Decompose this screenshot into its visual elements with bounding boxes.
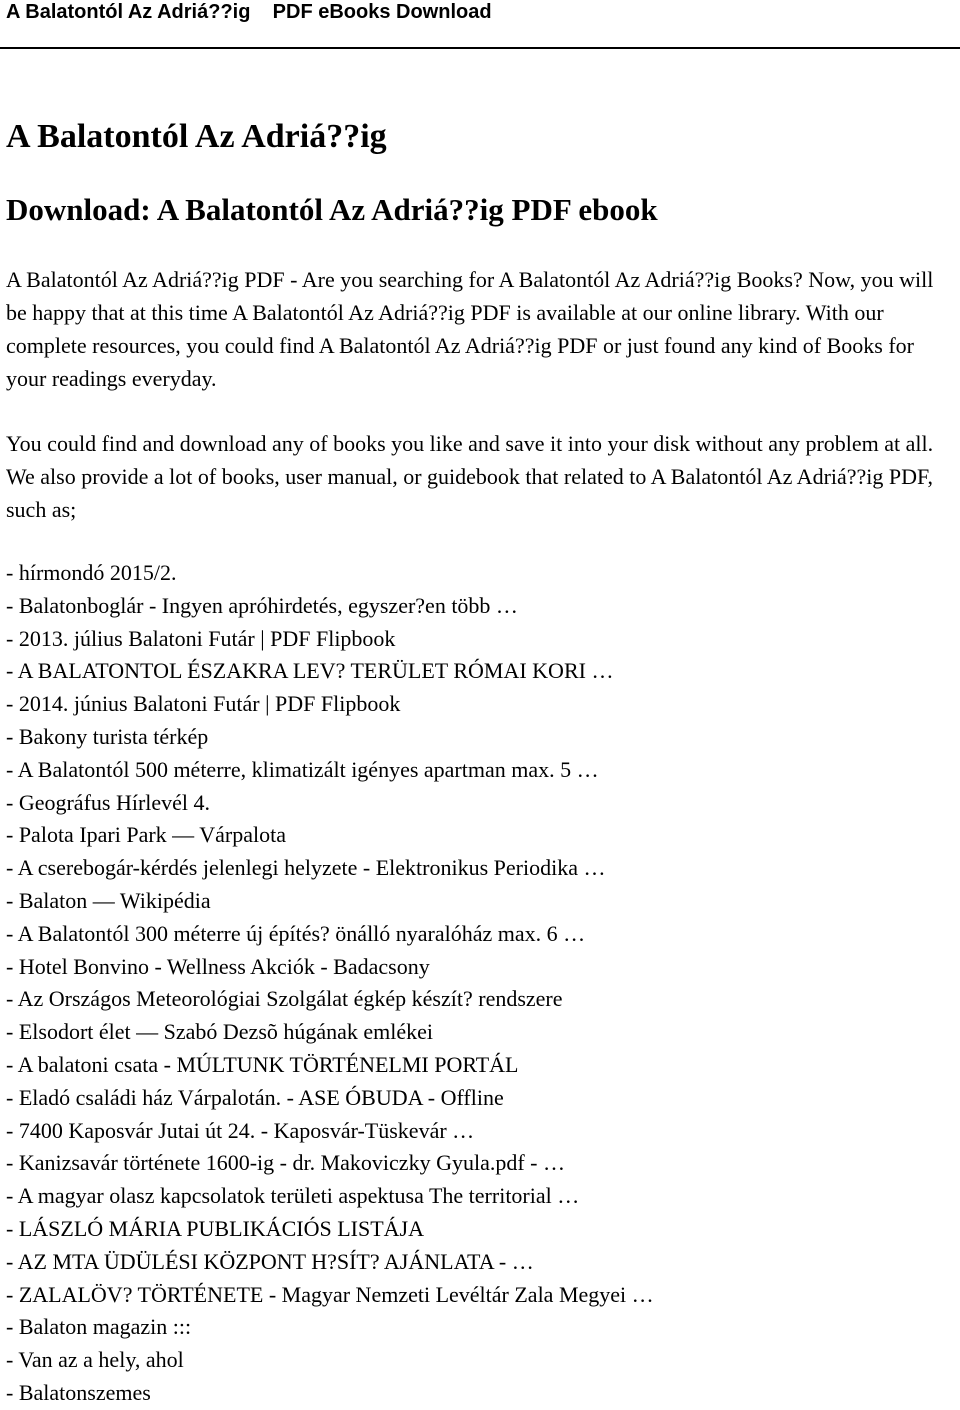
list-item: - Az Országos Meteorológiai Szolgálat égkép készít? rendszere [6, 986, 563, 1012]
intro-paragraph: A Balatontól Az Adriá??ig PDF - Are you searching for A Balatontól Az Adriá??ig Books? Now, you will be happy that at this time A Balatontól Az Adriá??ig PDF is available at our online library. With our complete resources, you could find A Balatontól Az Adriá??ig PDF or just found any kind of Books for your readings everyday. [6, 267, 934, 391]
list-item: - LÁSZLÓ MÁRIA PUBLIKÁCIÓS LISTÁJA [6, 1215, 425, 1241]
list-item: - A magyar olasz kapcsolatok területi aspektusa The territorial … [6, 1183, 580, 1209]
list-item: - A balatoni csata - MÚLTUNK TÖRTÉNELMI PORTÁL [6, 1051, 519, 1077]
list-item: - Hotel Bonvino - Wellness Akciók - Badacsony [6, 953, 430, 979]
list-item: - Van az a hely, ahol [6, 1347, 184, 1373]
list-item: - Bakony turista térkép [6, 723, 209, 749]
list-item: - Elsodort élet — Szabó Dezsõ húgának emlékei [6, 1019, 434, 1045]
list-item: - Kanizsavár története 1600-ig - dr. Makoviczky Gyula.pdf - … [6, 1150, 565, 1176]
list-item: - Eladó családi ház Várpalotán. - ASE ÓBUDA - Offline [6, 1084, 504, 1110]
list-item: - Balatonboglár - Ingyen apróhirdetés, egyszer?en több … [6, 592, 518, 618]
list-item: - Palota Ipari Park — Várpalota [6, 822, 287, 848]
list-item: - Geográfus Hírlevél 4. [6, 789, 211, 815]
list-item: - hírmondó 2015/2. [6, 560, 177, 585]
list-item: - 7400 Kaposvár Jutai út 24. - Kaposvár-Tüskevár … [6, 1117, 475, 1143]
list-item: - 2014. június Balatoni Futár | PDF Flipbook [6, 691, 401, 717]
page-header [0, 0, 960, 48]
download-paragraph: You could find and download any of books you like and save it into your disk without any problem at all. We also provide a lot of books, user manual, or guidebook that related to A Balatontól Az Adriá??ig PDF, such as; [6, 431, 934, 522]
list-item: - A Balatontól 500 méterre, klimatizált igényes apartman max. 5 … [6, 756, 599, 782]
document-subtitle: Download: A Balatontól Az Adriá??ig PDF ebook [6, 192, 658, 227]
header-title: A Balatontól Az Adriá??ig PDF eBooks Download [6, 1, 492, 23]
list-item: - ZALALÖV? TÖRTÉNETE - Magyar Nemzeti Levéltár Zala Megyei … [6, 1281, 654, 1307]
related-list [6, 557, 654, 1410]
list-item: - AZ MTA ÜDÜLÉSI KÖZPONT H?SÍT? AJÁNLATA - … [6, 1248, 534, 1274]
list-item: - A cserebogár-kérdés jelenlegi helyzete - Elektronikus Periodika … [6, 855, 606, 881]
list-item: - Balatonszemes [6, 1379, 151, 1405]
header-divider [0, 47, 960, 49]
list-item: - A Balatontól 300 méterre új építés? önálló nyaralóház max. 6 … [6, 920, 586, 946]
list-item: - Balaton — Wikipédia [6, 887, 211, 913]
list-item: - A BALATONTOL ÉSZAKRA LEV? TERÜLET RÓMAI KORI … [6, 658, 614, 684]
document-title: A Balatontól Az Adriá??ig [6, 118, 387, 155]
list-item: - 2013. július Balatoni Futár | PDF Flipbook [6, 625, 396, 651]
list-item: - Balaton magazin ::: [6, 1314, 192, 1340]
